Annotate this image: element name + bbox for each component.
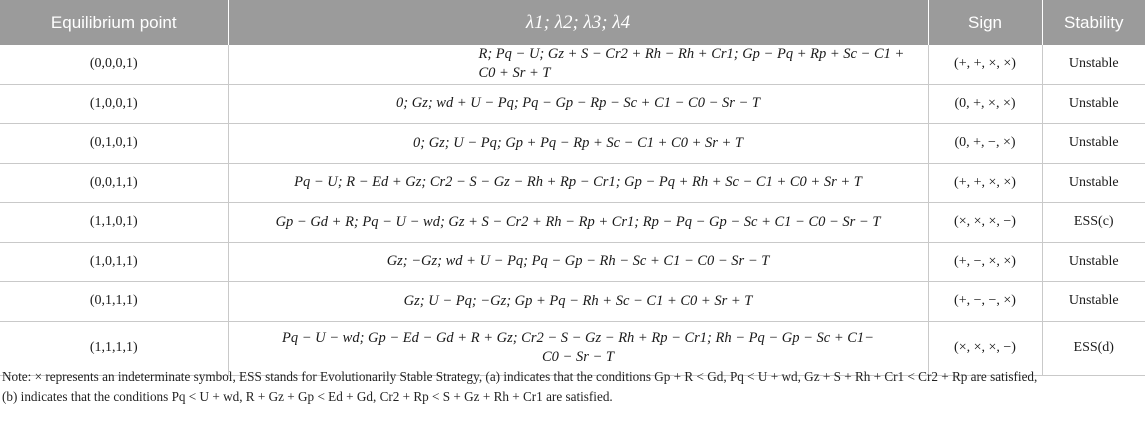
sign-cell: (+, +, ×, ×) [928,45,1042,84]
equilibrium-point-cell: (1,0,1,1) [0,242,228,282]
note-line-1: Note: × represents an indeterminate symbol, ESS stands for Evolutionarily Stable Strategy, (a) indicates that the conditions Gp + R < Gd, Pq < U + wd, Gz + S + Rh + Cr1 < Cr2 + Rp are satisfied, [2,369,1038,384]
eigenvalues-cell: Pq − U; R − Ed + Gz; Cr2 − S − Gz − Rh + Rp − Cr1; Gp − Pq + Rh + Sc − C1 + C0 + Sr + T [228,163,928,203]
equilibrium-point-cell: (0,1,1,1) [0,282,228,322]
sign-cell: (×, ×, ×, −) [928,203,1042,243]
eigenvalues-cell: Gz; −Gz; wd + U − Pq; Pq − Gp − Rh − Sc + C1 − C0 − Sr − T [228,242,928,282]
header-sign: Sign [928,0,1042,45]
sign-cell: (+, −, ×, ×) [928,242,1042,282]
header-stability: Stability [1042,0,1145,45]
stability-cell: Unstable [1042,124,1145,164]
stability-cell: Unstable [1042,282,1145,322]
sign-cell: (+, +, ×, ×) [928,163,1042,203]
equilibrium-point-cell: (0,0,1,1) [0,163,228,203]
sign-cell: (0, +, ×, ×) [928,84,1042,124]
table-row [0,282,1145,322]
eigenvalues-cell: R; Pq − U; Gz + S − Cr2 + Rh − Rh + Cr1; Gp − Pq + Rp + Sc − C1 + C0 + Sr + T [228,45,928,84]
table-row [0,203,1145,243]
sign-cell: (+, −, −, ×) [928,282,1042,322]
note-line-2: (b) indicates that the conditions Pq < U + wd, R + Gz + Gp < Ed + Gd, Cr2 + Rp < S + Gz + Rh + Cr1 are satisfied. [2,389,613,404]
table-row [0,242,1145,282]
stability-cell: ESS(d) [1042,321,1145,375]
stability-cell: Unstable [1042,45,1145,84]
header-equilibrium-point: Equilibrium point [0,0,228,45]
stability-cell: ESS(c) [1042,203,1145,243]
table-row [0,84,1145,124]
eigenvalues-line-2: C0 − Sr − T [542,349,614,365]
eigenvalues-cell: 0; Gz; U − Pq; Gp + Pq − Rp + Sc − C1 + C0 + Sr + T [228,124,928,164]
equilibrium-point-cell: (0,1,0,1) [0,124,228,164]
header-row [0,0,1145,45]
equilibrium-point-cell: (0,0,0,1) [0,45,228,84]
stability-cell: Unstable [1042,84,1145,124]
eigenvalues-line-1: Pq − U − wd; Gp − Ed − Gd + R + Gz; Cr2 − S − Gz − Rh + Rp − Cr1; Rh − Pq − Gp − Sc + C1− [282,330,874,346]
eigenvalues-cell: Gz; U − Pq; −Gz; Gp + Pq − Rh + Sc − C1 + C0 + Sr + T [228,282,928,322]
equilibrium-point-cell: (1,1,0,1) [0,203,228,243]
equilibrium-point-cell: (1,1,1,1) [0,321,228,375]
table-row [0,163,1145,203]
table-note [2,367,1142,407]
table-row [0,124,1145,164]
sign-cell: (×, ×, ×, −) [928,321,1042,375]
stability-cell: Unstable [1042,242,1145,282]
eigenvalues-cell: 0; Gz; wd + U − Pq; Pq − Gp − Rp − Sc + C1 − C0 − Sr − T [228,84,928,124]
header-eigenvalues: λ1; λ2; λ3; λ4 [228,0,928,45]
equilibrium-point-cell: (1,0,0,1) [0,84,228,124]
table-row [0,45,1145,84]
eigenvalues-cell: Gp − Gd + R; Pq − U − wd; Gz + S − Cr2 + Rh − Rp + Cr1; Rp − Pq − Gp − Sc + C1 − C0 − Sr − T [228,203,928,243]
sign-cell: (0, +, −, ×) [928,124,1042,164]
stability-cell: Unstable [1042,163,1145,203]
